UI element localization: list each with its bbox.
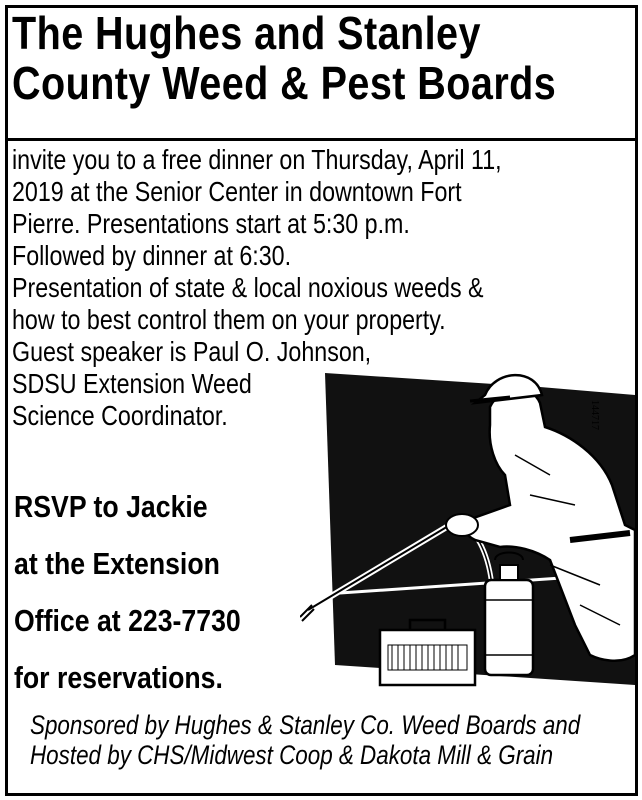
sponsor-text <box>30 710 611 770</box>
ad-title <box>12 7 557 109</box>
sponsor-line-2: Hosted by CHS/Midwest Coop & Dakota Mill & Grain <box>30 740 554 770</box>
ad-number: 144717 <box>589 400 600 430</box>
rsvp-line: at the Extension <box>14 546 220 581</box>
body-line: Guest speaker is Paul O. Johnson, <box>12 336 372 367</box>
sponsor-line-1: Sponsored by Hughes & Stanley Co. Weed Boards and <box>30 710 581 740</box>
body-line: Presentation of state & local noxious weeds & <box>12 272 484 303</box>
body-line: invite you to a free dinner on Thursday, April 11, <box>12 144 502 175</box>
body-line: Pierre. Presentations start at 5:30 p.m. <box>12 208 410 239</box>
rsvp-line: for reservations. <box>14 660 223 695</box>
man-spraying-weeds-illustration <box>300 355 635 695</box>
rsvp-line: Office at 223-7730 <box>14 603 241 638</box>
body-line: Science Coordinator. <box>12 400 228 431</box>
body-line: 2019 at the Senior Center in downtown Fort <box>12 176 462 207</box>
body-line: SDSU Extension Weed <box>12 368 252 399</box>
title-line-1: The Hughes and Stanley <box>12 7 481 59</box>
body-line: how to best control them on your property. <box>12 304 446 335</box>
body-line: Followed by dinner at 6:30. <box>12 240 292 271</box>
title-divider <box>5 138 635 141</box>
title-line-2: County Weed & Pest Boards <box>12 57 557 109</box>
rsvp-block <box>14 478 324 706</box>
rsvp-line: RSVP to Jackie <box>14 489 208 524</box>
